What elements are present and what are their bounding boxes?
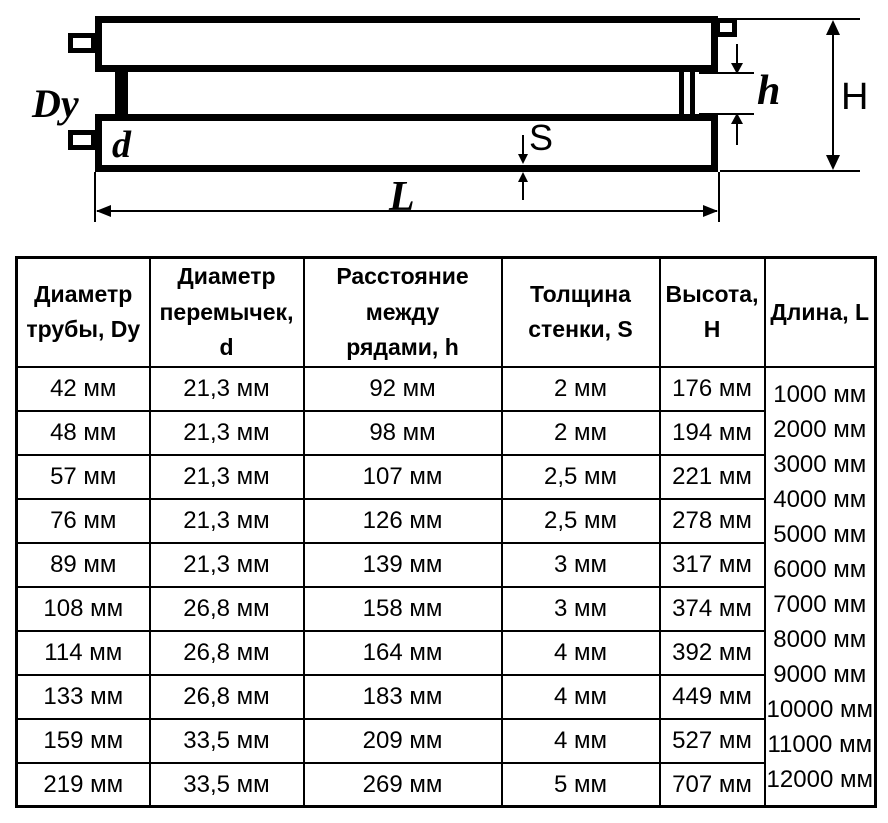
table-row (17, 499, 876, 543)
cell-height: 317 мм (660, 543, 765, 587)
length-item: 10000 мм (766, 695, 873, 723)
S-arrow-down-icon (518, 154, 528, 164)
cell-s: 2,5 мм (502, 499, 660, 543)
bottom-left-stub (68, 130, 96, 150)
cell-h: 139 мм (304, 543, 502, 587)
cell-d: 21,3 мм (150, 367, 304, 411)
length-item: 6000 мм (773, 555, 867, 583)
cell-h: 209 мм (304, 719, 502, 763)
left-jumper-pipe (115, 68, 128, 118)
cell-height: 374 мм (660, 587, 765, 631)
length-item: 3000 мм (773, 450, 867, 478)
cell-s: 2 мм (502, 411, 660, 455)
H-dimension-label: H (841, 76, 869, 118)
table-row (17, 411, 876, 455)
length-item: 8000 мм (773, 625, 867, 653)
L-extension-line-right (718, 172, 720, 222)
col-header-jumper-diameter: Диаметр перемычек, d (150, 258, 304, 367)
H-arrowhead-bottom-icon (826, 155, 840, 170)
cell-dy: 89 мм (17, 543, 150, 587)
length-merged-cell (765, 367, 876, 807)
S-arrow-bottom-stem (522, 182, 524, 200)
table-row (17, 587, 876, 631)
cell-dy: 42 мм (17, 367, 150, 411)
S-arrow-top-stem (522, 135, 524, 155)
col-header-wall-thickness: Толщина стенки, S (502, 258, 660, 367)
cell-height: 194 мм (660, 411, 765, 455)
cell-height: 392 мм (660, 631, 765, 675)
pipe-register-diagram (0, 0, 888, 245)
col-header-height: Высота, H (660, 258, 765, 367)
cell-height: 449 мм (660, 675, 765, 719)
cell-d: 21,3 мм (150, 411, 304, 455)
table-row (17, 675, 876, 719)
cell-dy: 57 мм (17, 455, 150, 499)
cell-d: 26,8 мм (150, 675, 304, 719)
L-arrowhead-left-icon (96, 205, 111, 217)
cell-h: 183 мм (304, 675, 502, 719)
cell-s: 2,5 мм (502, 455, 660, 499)
cell-height: 176 мм (660, 367, 765, 411)
table-row (17, 455, 876, 499)
top-right-stub (715, 18, 737, 37)
cell-s: 3 мм (502, 587, 660, 631)
length-item: 2000 мм (773, 415, 867, 443)
right-jumper-pipe (679, 72, 695, 114)
cell-h: 107 мм (304, 455, 502, 499)
h-arrow-top-stem (736, 44, 738, 65)
length-item: 4000 мм (773, 485, 867, 513)
cell-dy: 219 мм (17, 763, 150, 807)
cell-h: 126 мм (304, 499, 502, 543)
table-row (17, 719, 876, 763)
Dy-dimension-label: Dy (32, 81, 79, 126)
cell-s: 4 мм (502, 719, 660, 763)
bottom-pipe (95, 114, 718, 172)
S-dimension-label: S (529, 117, 554, 158)
table-row (17, 543, 876, 587)
L-arrowhead-right-icon (703, 205, 718, 217)
cell-h: 92 мм (304, 367, 502, 411)
cell-dy: 48 мм (17, 411, 150, 455)
cell-height: 707 мм (660, 763, 765, 807)
h-dimension-label: h (757, 68, 781, 114)
cell-height: 221 мм (660, 455, 765, 499)
H-dimension-line (832, 28, 834, 162)
H-extension-line-bottom (720, 170, 860, 172)
cell-d: 21,3 мм (150, 455, 304, 499)
cell-s: 2 мм (502, 367, 660, 411)
cell-d: 26,8 мм (150, 587, 304, 631)
length-item: 5000 мм (773, 520, 867, 548)
cell-dy: 133 мм (17, 675, 150, 719)
cell-h: 269 мм (304, 763, 502, 807)
cell-height: 527 мм (660, 719, 765, 763)
cell-d: 26,8 мм (150, 631, 304, 675)
cell-s: 5 мм (502, 763, 660, 807)
cell-d: 33,5 мм (150, 763, 304, 807)
spec-table (15, 256, 877, 808)
length-item: 12000 мм (766, 765, 873, 793)
table-row (17, 367, 876, 411)
top-left-stub (68, 33, 96, 53)
length-item: 9000 мм (773, 660, 867, 688)
cell-dy: 108 мм (17, 587, 150, 631)
cell-h: 158 мм (304, 587, 502, 631)
cell-h: 98 мм (304, 411, 502, 455)
cell-height: 278 мм (660, 499, 765, 543)
cell-dy: 114 мм (17, 631, 150, 675)
cell-dy: 76 мм (17, 499, 150, 543)
cell-d: 21,3 мм (150, 499, 304, 543)
length-item: 11000 мм (767, 730, 873, 758)
S-arrow-up-icon (518, 172, 528, 182)
cell-d: 33,5 мм (150, 719, 304, 763)
col-header-row-distance: Расстояние между рядами, h (304, 258, 502, 367)
col-header-length: Длина, L (765, 258, 876, 367)
cell-s: 4 мм (502, 675, 660, 719)
H-arrowhead-top-icon (826, 20, 840, 35)
header-row (17, 258, 876, 367)
h-arrow-bottom-stem (736, 122, 738, 145)
length-item: 1000 мм (773, 380, 867, 408)
table-row (17, 763, 876, 807)
h-extension-line-top (699, 72, 754, 74)
cell-dy: 159 мм (17, 719, 150, 763)
table-row (17, 631, 876, 675)
h-arrow-down-icon (731, 63, 743, 74)
cell-h: 164 мм (304, 631, 502, 675)
cell-d: 21,3 мм (150, 543, 304, 587)
length-item: 7000 мм (773, 590, 867, 618)
top-pipe (95, 16, 718, 72)
d-dimension-label: d (112, 124, 131, 166)
h-extension-line-bottom (699, 113, 754, 115)
col-header-pipe-diameter: Диаметр трубы, Dy (17, 258, 150, 367)
L-dimension-label: L (389, 174, 415, 220)
cell-s: 4 мм (502, 631, 660, 675)
cell-s: 3 мм (502, 543, 660, 587)
